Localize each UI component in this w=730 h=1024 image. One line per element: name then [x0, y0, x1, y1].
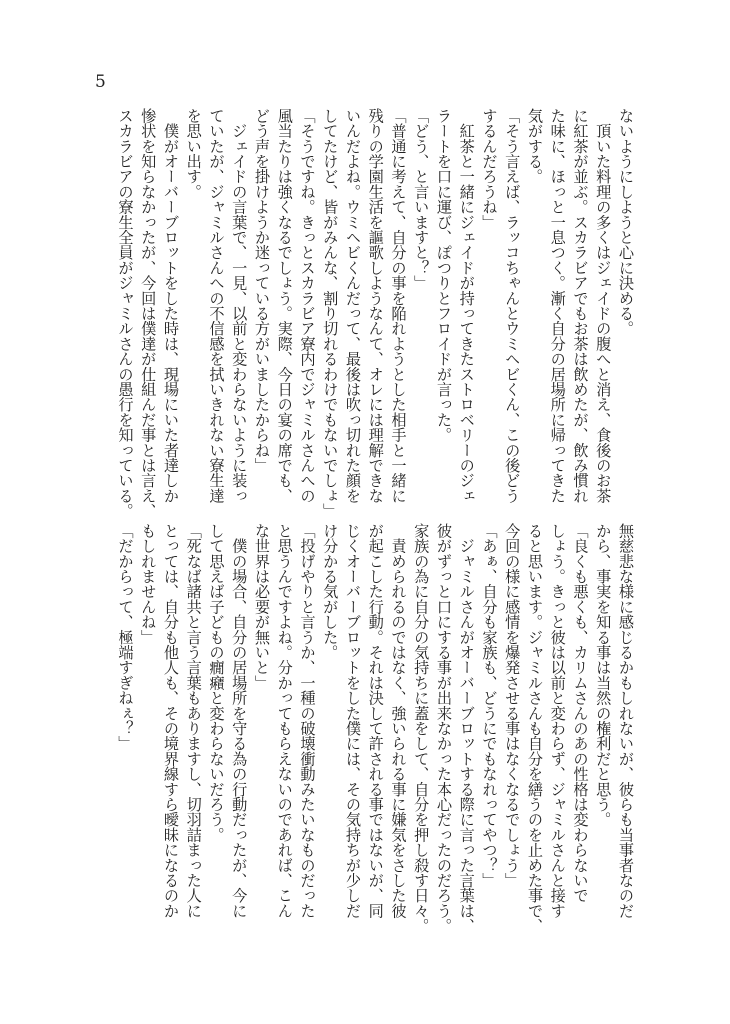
text-column: 「だからって、極端すぎねぇ？」 [116, 523, 135, 751]
text-column: 「そうですね。きっとスカラビア寮内でジャミルさんへの [298, 108, 317, 504]
text-column: ると思います。ジャミルさんも自分を繕うのを止めた事で、 [526, 523, 544, 934]
text-column: 「そう言えば、ラッコちゃんとウミヘビくん、この後どう [503, 108, 522, 504]
text-column: 僕がオーバーブロットをした時は、現場にいた者達しか [162, 108, 180, 504]
text-column: して思えば子どもの癇癪と変わらないだろう。 [207, 523, 226, 843]
text-column: 「あぁ、自分も家族も、どうにでもなれってやつ？」 [480, 523, 499, 888]
text-column: な世界は必要が無いと」 [253, 523, 271, 691]
text-column: してたけど、皆がみんな、割り切れるわけでもないでしょ」 [321, 108, 340, 519]
text-column: 紅茶と一緒にジェイドが持ってきたストロベリーのジェ [457, 108, 476, 504]
text-column: 「良くも悪くも、カリムさんのあの性格は変わらないで [571, 523, 590, 903]
text-column: スカラビアの寮生全員がジャミルさんの愚行を知っている。 [116, 108, 135, 519]
text-column: 「普通に考えて、自分の事を陥れようとした相手と一緒に [389, 108, 408, 504]
text-column: が起こした行動。それは決して許される事ではないが、同 [366, 523, 385, 919]
text-column: 今回の様に感情を爆発させる事はなくなるでしょう」 [503, 523, 522, 888]
text-column: 僕の場合、自分の居場所を守る為の行動だったが、今に [230, 523, 249, 919]
text-column: どう声を掛けようか迷っている方がいましたからね」 [253, 108, 271, 473]
text-column: じくオーバーブロットをした僕には、その気持ちが少しだ [344, 523, 362, 919]
text-column: 責められるのではなく、強いられる事に嫌気をさした彼 [389, 523, 408, 919]
text-column: ジェイドの言葉で、一見、以前と変わらないように装っ [230, 108, 249, 504]
text-column: 気がする。 [526, 108, 544, 184]
text-column: 家族の為に自分の気持ちに蓋をして、自分を押し殺す日々。 [412, 523, 431, 934]
text-column: 無慈悲な様に感じるかもしれないが、彼らも当事者なのだ [617, 523, 635, 919]
text-column: するんだろうね」 [480, 108, 499, 230]
text-column: ていたが、ジャミルさんへの不信感を拭いきれない寮生達 [207, 108, 226, 504]
text-column: を思い出す。 [184, 108, 203, 200]
text-column: と思うんですよね。分かってもらえないのであれば、こん [275, 523, 294, 919]
text-column: け分かる気がした。 [321, 523, 340, 660]
text-column: いんだよね。ウミヘビくんだって、最後は吹っ切れた顔を [344, 108, 362, 504]
text-column: ないようにしようと心に決める。 [617, 108, 635, 336]
text-column: 彼がずっと口にする事が出来なかった本心だったのだろう。 [435, 523, 453, 934]
text-column: もしれませんね」 [139, 523, 158, 645]
text-column: から、事実を知る事は当然の権利だと思う。 [594, 523, 613, 827]
upper-text-block [113, 108, 637, 519]
text-column: に紅茶が並ぶ。スカラビアでもお茶は飲めたが、飲み慣れ [571, 108, 590, 504]
text-column: 「どう、と言いますと？」 [412, 108, 431, 291]
text-column: 「投げやりと言うか、一種の破壊衝動みたいなものだった [298, 523, 317, 919]
text-column: 風当たりは強くなるでしょう。実際、今日の宴の席でも、 [275, 108, 294, 504]
text-column: 惨状を知らなかったが、今回は僕達が仕組んだ事とは言え、 [139, 108, 158, 519]
text-column: た味に、ほっと一息つく。漸く自分の居場所に帰ってきた [548, 108, 567, 504]
lower-text-block [113, 523, 637, 934]
text-column: とっては、自分も他人も、その境界線すら曖昧になるのか [162, 523, 180, 919]
text-column: ラートを口に運び、ぽつりとフロイドが言った。 [435, 108, 453, 443]
text-column: しょう。きっと彼は以前と変わらず、ジャミルさんと接す [548, 523, 567, 919]
page-number: 5 [95, 72, 106, 92]
text-column: 残りの学園生活を謳歌しようなんて、オレには理解できな [366, 108, 385, 504]
text-column: ジャミルさんがオーバーブロットする際に言った言葉は、 [457, 523, 476, 934]
text-column: 「死なば諸共と言う言葉もありますし、切羽詰まった人に [184, 523, 203, 919]
text-column: 頂いた料理の多くはジェイドの腹へと消え、食後のお茶 [594, 108, 613, 504]
